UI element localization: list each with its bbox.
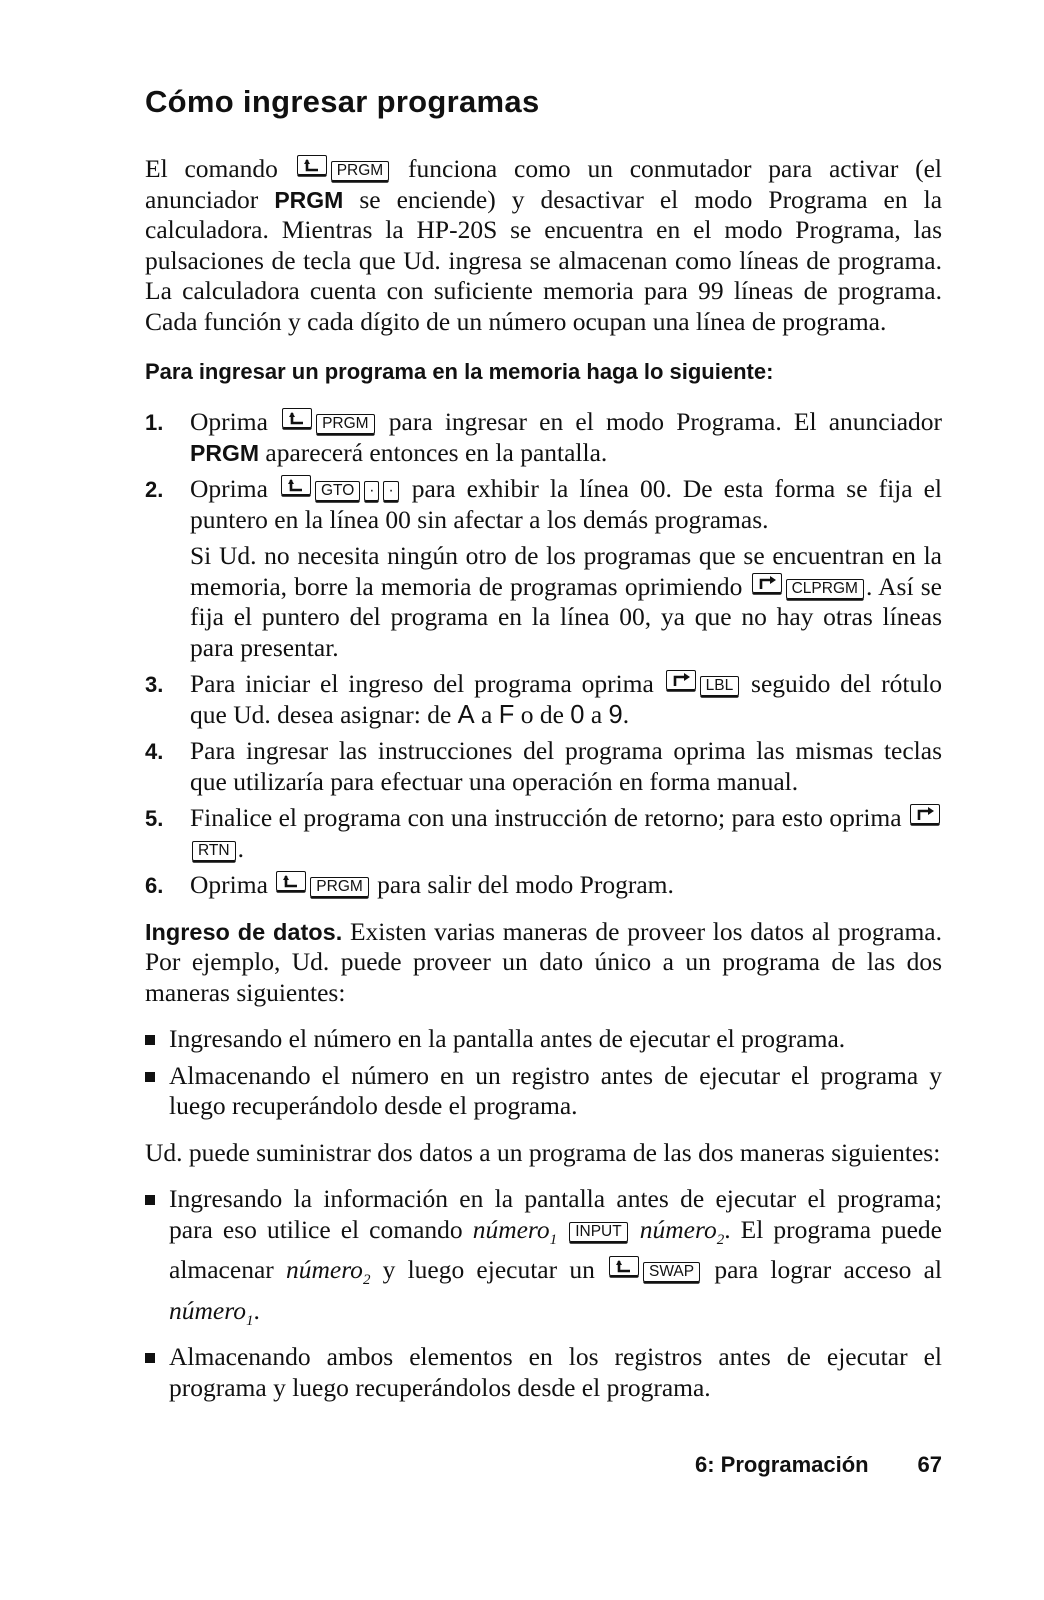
step-text: a xyxy=(590,699,603,729)
step-text: . Así se fija el puntero del programa en la línea 00, ya que no hay otras líneas para presentar. xyxy=(190,571,942,662)
label-digit: 0 xyxy=(570,700,585,729)
prgm-annunciator: PRGM xyxy=(190,439,259,466)
bullet-square-icon xyxy=(145,1072,155,1082)
step-number: 2. xyxy=(145,477,164,502)
step-item xyxy=(145,669,942,730)
bullet-text: para lograr acceso al xyxy=(714,1255,943,1285)
intro-text: se enciende) y desactivar el modo Programa en la calculadora. Mientras la HP-20S se encuentra en el modo Programa, las pulsaciones de tecla que Ud. ingresa se almacenan como líneas de programa. La calculadora cuenta con suficiente memoria para 99 líneas de programa. Cada función y cada dígito de un número ocupan una línea de programa. xyxy=(145,184,943,336)
step-text: para salir del modo Program. xyxy=(377,870,674,899)
manual-page xyxy=(145,82,942,1409)
step-text: Oprima xyxy=(190,407,268,436)
step-text: a xyxy=(481,699,493,729)
left-shift-key-icon xyxy=(281,475,311,495)
steps-heading: Para ingresar un programa en la memoria haga lo siguiente: xyxy=(145,359,774,384)
dot-key: · xyxy=(364,481,379,501)
section-title: Cómo ingresar programas xyxy=(145,84,540,119)
bullet-item xyxy=(145,1061,942,1122)
two-inputs-paragraph: Ud. puede suministrar dos datos a un programa de las dos maneras siguientes: xyxy=(145,1137,941,1167)
page-footer xyxy=(695,1450,942,1480)
intro-text: El comando xyxy=(145,154,278,183)
step-text: o de xyxy=(520,699,564,729)
bullet-square-icon xyxy=(145,1195,155,1205)
gto-key: GTO xyxy=(315,481,360,501)
step-text: para ingresar en el modo Programa. El anunciador xyxy=(388,407,943,436)
bullet-square-icon xyxy=(145,1035,155,1045)
input-key: INPUT xyxy=(569,1222,628,1242)
data-entry-paragraph xyxy=(145,917,942,1009)
data-entry-lead: Ingreso de datos. xyxy=(145,918,343,945)
step-text: . xyxy=(622,699,630,729)
bullet-text: y luego ejecutar un xyxy=(382,1255,595,1285)
step-text: seguido del rótulo que Ud. desea asignar: de xyxy=(190,669,943,729)
step-text: Finalice el programa con una instrucción de retorno; para esto oprima xyxy=(190,803,902,832)
prgm-annunciator: PRGM xyxy=(274,186,344,213)
step-number: 5. xyxy=(145,806,164,831)
right-shift-key-icon xyxy=(666,670,696,690)
clprgm-key: CLPRGM xyxy=(786,579,864,599)
step-text: . xyxy=(237,833,244,863)
lbl-key: LBL xyxy=(700,676,740,696)
number-variable: número$_2$ xyxy=(285,1255,371,1289)
bullet-item xyxy=(145,1342,942,1403)
swap-key: SWAP xyxy=(643,1262,700,1282)
step-item xyxy=(145,407,942,468)
dot-key: · xyxy=(383,481,398,501)
step-number: 1. xyxy=(145,410,164,435)
bullet-item xyxy=(145,1184,942,1336)
left-shift-key-icon xyxy=(297,155,327,175)
intro-text: funciona como un conmutador para activar (el anunciador xyxy=(145,154,943,214)
step-item xyxy=(145,474,942,663)
left-shift-key-icon xyxy=(276,871,306,891)
number-variable: número$_2$ xyxy=(639,1214,725,1248)
step-text: Oprima xyxy=(190,870,268,899)
step-text: Para iniciar el ingreso del programa oprima xyxy=(190,669,654,698)
bullet-text: Almacenando el número en un registro antes de ejecutar el programa y luego recuperándolo desde el programa. xyxy=(169,1060,942,1120)
step-text: Si Ud. no necesita ningún otro de los programas que se encuentran en la memoria, borre la memoria de programas oprimiendo xyxy=(190,541,942,601)
bullet-text: . xyxy=(253,1295,260,1325)
prgm-key: PRGM xyxy=(310,877,369,897)
bullet-text: Almacenando ambos elementos en los registros antes de ejecutar el programa y luego recuperándolos desde el programa. xyxy=(169,1342,942,1402)
left-shift-key-icon xyxy=(282,408,312,428)
step-text: aparecerá entonces en la pantalla. xyxy=(265,437,608,467)
number-variable: número$_1$ xyxy=(169,1295,254,1329)
bullet-item xyxy=(145,1024,942,1055)
label-digit: 9 xyxy=(608,700,623,729)
number-variable: número$_1$ xyxy=(472,1214,558,1248)
prgm-key: PRGM xyxy=(316,414,375,434)
bullet-square-icon xyxy=(145,1353,155,1363)
label-letter: F xyxy=(498,700,515,729)
right-shift-key-icon xyxy=(752,573,782,593)
bullet-text: Ingresando el número en la pantalla antes de ejecutar el programa. xyxy=(169,1024,846,1053)
step-item xyxy=(145,870,942,901)
label-letter: A xyxy=(457,700,475,729)
rtn-key: RTN xyxy=(192,841,236,861)
bullet-text: Ingresando la información en la pantalla antes de ejecutar el programa; para eso utilice el comando xyxy=(169,1184,942,1244)
data-entry-text: Existen varias maneras de proveer los datos al programa. Por ejemplo, Ud. puede proveer un dato único a un programa de las dos maneras siguientes: xyxy=(145,916,942,1007)
step-text: para exhibir la línea 00. De esta forma se fija el puntero en la línea 00 sin afectar a los demás programas. xyxy=(190,474,943,534)
intro-paragraph xyxy=(145,154,942,337)
step-text: Oprima xyxy=(190,474,268,503)
prgm-key: PRGM xyxy=(331,161,390,181)
bullet-text: . El programa puede almacenar xyxy=(169,1214,942,1285)
step-number: 6. xyxy=(145,873,164,898)
step-item xyxy=(145,736,942,797)
step-item xyxy=(145,803,942,864)
footer-chapter: 6: Programación xyxy=(695,1452,869,1477)
page-number: 67 xyxy=(917,1452,942,1477)
step-number: 4. xyxy=(145,739,164,764)
right-shift-key-icon xyxy=(910,804,940,824)
left-shift-key-icon xyxy=(609,1256,639,1276)
step-text: Para ingresar las instrucciones del programa oprima las mismas teclas que utilizaría para efectuar una operación en forma manual. xyxy=(190,736,942,796)
step-number: 3. xyxy=(145,672,164,697)
